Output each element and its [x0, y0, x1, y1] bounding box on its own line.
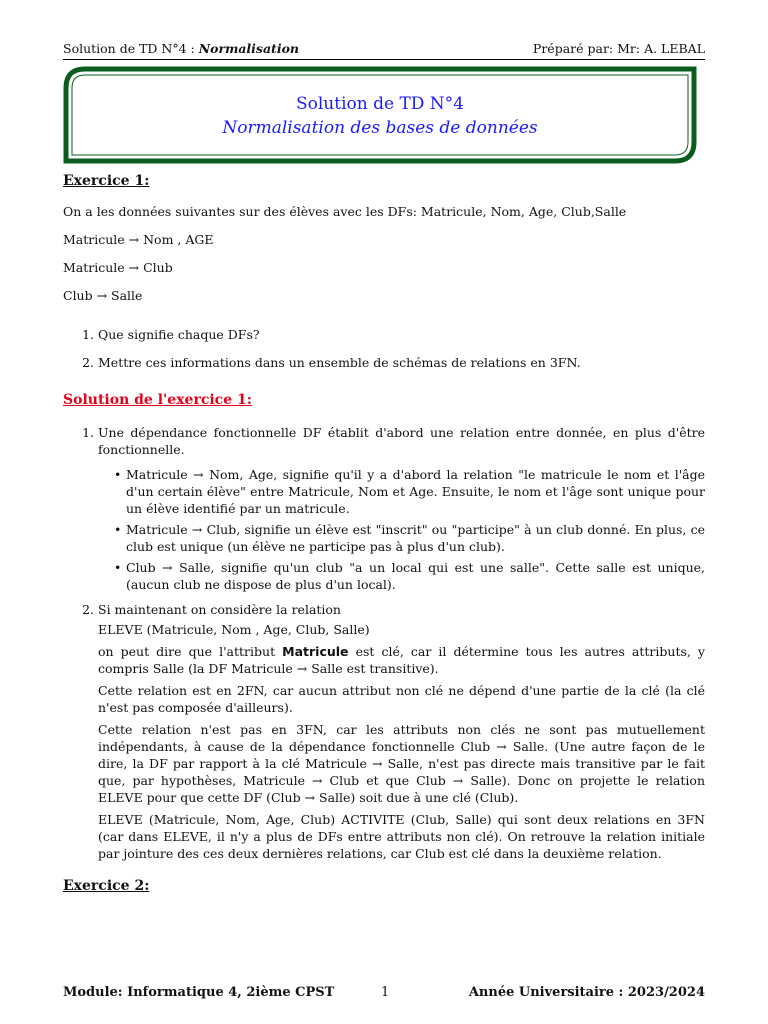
- exercise-2-heading: Exercice 2:: [63, 878, 150, 894]
- exercise-1-intro: On a les données suivantes sur des élèves avec les DFs: Matricule, Nom, Age, Club,Salle: [63, 204, 627, 219]
- bullet-item: • Matricule → Club, signifie un élève est "inscrit" ou "participe" à un club donné. En plus, ce club est unique (un élève ne participe pas à plus d'un club).: [126, 521, 705, 555]
- title-box: [63, 66, 697, 164]
- paragraph: Cette relation n'est pas en 3FN, car les attributs non clés ne sont pas mutuellement indépendants, à cause de la dépendance fonctionnelle Club → Salle. (Une autre façon de le dire, la DF par rapport à la clé Matricule → Salle, n'est pas directe mais transitive par le fait que, par hypothèses, Matricule → Club et que Club → Salle). Donc on projette le relation ELEVE pour que cette DF (Club → Salle) soit due à une clé (Club).: [98, 722, 705, 805]
- bullet-item: • Matricule → Nom, Age, signifie qu'il y a d'abord la relation "le matricule le nom et l'âge d'un certain élève" entre Matricule, Nom et Age. Ensuite, le nom et l'âge sont unique pour un élève identifié par un matricule.: [126, 466, 705, 517]
- header-right: Préparé par: Mr: A. LEBAL: [532, 41, 705, 56]
- bullet-item: • Club → Salle, signifie qu'un club "a un local qui est une salle". Cette salle est unique, (aucun club ne dispose de plus d'un local).: [126, 559, 705, 593]
- bullet-list: [98, 466, 705, 593]
- title-frame: [63, 66, 697, 164]
- solution-item: 2. Si maintenant on considère la relation ELEVE (Matricule, Nom , Age, Club, Salle) on peut dire que l'attribut Matricule est clé, car il détermine tous les autres attributs, y compris Salle (la DF Matricule → Salle est transitive). Cette relation est en 2FN, car aucun attribut non clé ne dépend d'une partie de la clé (la clé n'est pas composée d'ailleurs). Cette relation n'est pas en 3FN, car les attributs non clés ne sont pas mutuellement indépendants, à cause de la dépendance fonctionnelle Club → Salle. (Une autre façon de le dire, la DF par rapport à la clé Matricule → Salle, n'est pas directe mais transitive par le fait que, par hypothèses, Matricule → Club et que Club → Salle). Donc on projette le relation ELEVE pour que cette DF (Club → Salle) soit due à une clé (Club). ELEVE (Matricule, Nom, Age, Club) ACTIVITE (Club, Salle) qui sont deux relations en 3FN (car dans ELEVE, il n'y a plus de DFs entre attributs non clé). On retrouve la relation initiale par jointure des ces deux dernières relations, car Club est clé dans la deuxième relation.: [98, 601, 705, 862]
- footer-year: Année Universitaire : 2023/2024: [468, 985, 705, 1000]
- header-left: Solution de TD N°4 : Normalisation: [63, 41, 299, 56]
- question-list: [63, 326, 705, 371]
- document-title: Solution de TD N°4: [295, 94, 465, 114]
- exercise-1-heading: Exercice 1:: [63, 173, 150, 189]
- question-item: 1. Que signifie chaque DFs?: [98, 326, 705, 343]
- paragraph: on peut dire que l'attribut Matricule est clé, car il détermine tous les autres attributs, y compris Salle (la DF Matricule → Salle est transitive).: [98, 644, 705, 676]
- paragraph: Cette relation est en 2FN, car aucun attribut non clé ne dépend d'une partie de la clé (la clé n'est pas composée d'ailleurs).: [98, 683, 705, 715]
- df-line: Matricule → Nom , AGE: [63, 232, 214, 247]
- solution-item: 1. Une dépendance fonctionnelle DF établit d'abord une relation entre donnée, en plus d'être fonctionnelle. • Matricule → Nom, Age, signifie qu'il y a d'abord la relation "le matricule le nom et l'âge d'un certain élève" entre Matricule, Nom et Age. Ensuite, le nom et l'âge sont unique pour un élève identifié par un matricule. • Matricule → Club, signifie un élève est "inscrit" ou "participe" à un club donné. En plus, ce club est unique (un élève ne participe pas à plus d'un club). • Club → Salle, signifie qu'un club "a un local qui est une salle". Cette salle est unique, (aucun club ne dispose de plus d'un local).: [98, 424, 705, 593]
- footer-module: Module: Informatique 4, 2ième CPST: [63, 985, 335, 1000]
- question-item: 2. Mettre ces informations dans un ensemble de schémas de relations en 3FN.: [98, 354, 705, 371]
- df-line: Matricule → Club: [63, 260, 173, 275]
- paragraph: ELEVE (Matricule, Nom, Age, Club) ACTIVITE (Club, Salle) qui sont deux relations en 3FN (car dans ELEVE, il n'y a plus de DFs entre attributs non clé). On retrouve la relation initiale par jointure des ces deux dernières relations, car Club est clé dans la deuxième relation.: [98, 812, 705, 861]
- relation-schema: ELEVE (Matricule, Nom , Age, Club, Salle): [98, 622, 370, 637]
- solution-1-heading: Solution de l'exercice 1:: [63, 392, 252, 408]
- header-rule: [63, 59, 705, 60]
- df-line: Club → Salle: [63, 288, 143, 303]
- page-footer: [63, 984, 705, 1002]
- running-header: [63, 40, 705, 58]
- document-subtitle: Normalisation des bases de données: [222, 118, 538, 138]
- main-content: [63, 173, 705, 908]
- solution-list: [63, 424, 705, 862]
- page-number: 1: [381, 985, 390, 1000]
